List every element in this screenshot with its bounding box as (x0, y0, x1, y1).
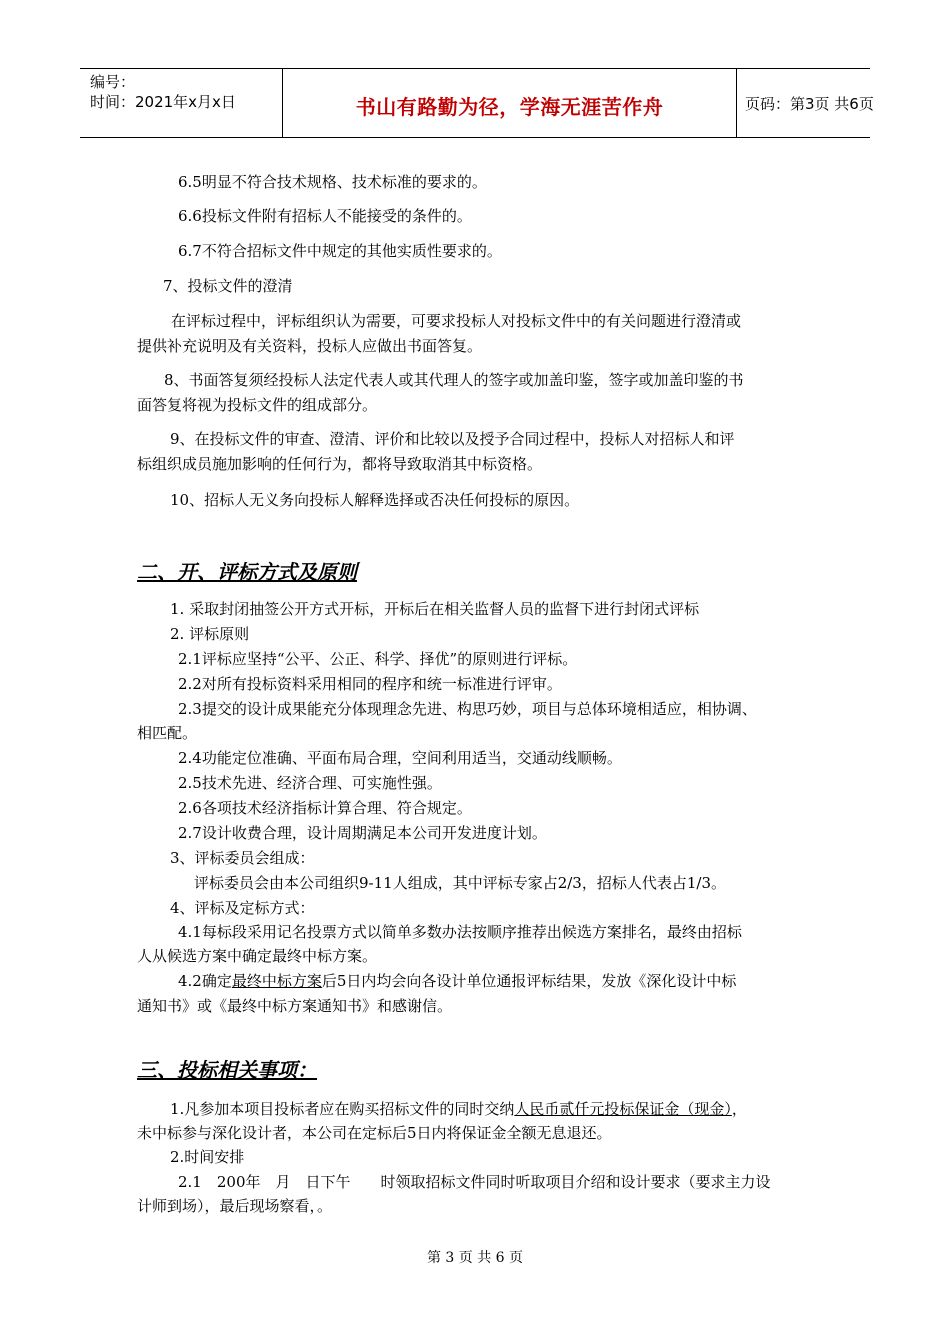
section-2-item-2-3-line-1: 2.3提交的设计成果能充分体现理念先进、构思巧妙，项目与总体环境相适应，相协调、 (178, 700, 757, 718)
clause-8-line-2: 面答复将视为投标文件的组成部分。 (137, 396, 378, 414)
section-3-item-2-1-line-1: 2.1 200年 月 日下午 时领取招标文件同时听取项目介绍和设计要求（要求主力设 (178, 1173, 771, 1191)
section-2-item-2-2: 2.2对所有投标资料采用相同的程序和统一标准进行评审。 (178, 675, 562, 693)
section-2-item-4-1-line-1: 4.1每标段采用记名投票方式以简单多数办法按顺序推荐出候选方案排名，最终由招标 (178, 923, 742, 941)
clause-7-heading: 7、投标文件的澄清 (163, 277, 293, 295)
header-page-cell (736, 69, 874, 137)
document-number: 编号： (90, 73, 136, 91)
item-1-prefix: 1.凡参加本项目投标者应在购买招标文件的同时交纳 (170, 1100, 515, 1118)
section-3-item-2: 2.时间安排 (170, 1148, 245, 1166)
bid-deposit-term: 人民币贰仟元投标保证金（现金） (514, 1100, 732, 1118)
clause-7-body-line-1: 在评标过程中，评标组织认为需要，可要求投标人对投标文件中的有关问题进行澄清或 (171, 312, 742, 330)
clause-7-body-line-2: 提供补充说明及有关资料，投标人应做出书面答复。 (137, 337, 483, 355)
document-date: 时间：2021年x月x日 (90, 93, 236, 111)
section-2-item-4-2-line-2: 通知书》或《最终中标方案通知书》和感谢信。 (137, 997, 453, 1015)
header-meta-cell (80, 69, 282, 137)
section-2-item-3: 3、评标委员会组成： (170, 849, 315, 867)
clause-6-7: 6.7不符合招标文件中规定的其他实质性要求的。 (178, 242, 502, 260)
section-3-heading: 三、投标相关事项： (137, 1058, 317, 1082)
clause-9-line-1: 9、在投标文件的审查、澄清、评价和比较以及授予合同过程中，投标人对招标人和评 (170, 430, 735, 448)
section-2-item-2-1: 2.1评标应坚持“公平、公正、科学、择优”的原则进行评标。 (178, 650, 578, 668)
section-2-item-2-4: 2.4功能定位准确、平面布局合理，空间利用适当，交通动线顺畅。 (178, 749, 622, 767)
item-4-2-prefix: 4.2确定 (178, 972, 232, 990)
section-2-item-2-3-line-2: 相匹配。 (137, 724, 198, 742)
section-3-item-1-line-1 (170, 1099, 747, 1119)
section-2-item-1: 1. 采取封闭抽签公开方式开标，开标后在相关监督人员的监督下进行封闭式评标 (170, 600, 700, 618)
header-page-number: 页码：第3页 共6页 (745, 95, 874, 113)
item-4-2-suffix: 后5日内均会向各设计单位通报评标结果，发放《深化设计中标 (321, 972, 737, 990)
section-2-item-4-2-line-1 (178, 971, 736, 991)
section-2-item-4: 4、评标及定标方式： (170, 899, 315, 917)
header-motto: 书山有路勤为径，学海无涯苦作舟 (355, 95, 664, 119)
final-winning-scheme-term: 最终中标方案 (231, 972, 322, 990)
page-header (80, 68, 874, 138)
section-3-item-1-line-2: 未中标参与深化设计者，本公司在定标后5日内将保证金全额无息退还。 (137, 1124, 612, 1142)
clause-6-5: 6.5明显不符合技术规格、技术标准的要求的。 (178, 173, 487, 191)
header-motto-cell (282, 69, 737, 137)
clause-6-6: 6.6投标文件附有招标人不能接受的条件的。 (178, 207, 472, 225)
page-footer: 第 3 页 共 6 页 (426, 1250, 524, 1266)
clause-10: 10、招标人无义务向投标人解释选择或否决任何投标的原因。 (170, 491, 580, 509)
section-2-item-2-6: 2.6各项技术经济指标计算合理、符合规定。 (178, 799, 472, 817)
clause-9-line-2: 标组织成员施加影响的任何行为，都将导致取消其中标资格。 (137, 455, 543, 473)
section-2-item-2: 2. 评标原则 (170, 625, 250, 643)
section-2-item-4-1-line-2: 人从候选方案中确定最终中标方案。 (137, 947, 378, 965)
item-1-suffix: ， (731, 1100, 747, 1118)
section-2-item-3-body: 评标委员会由本公司组织9-11人组成，其中评标专家占2/3，招标人代表占1/3。 (194, 874, 726, 892)
section-3-item-2-1-line-2: 计师到场），最后现场察看，。 (137, 1197, 333, 1215)
section-2-item-2-7: 2.7设计收费合理，设计周期满足本公司开发进度计划。 (178, 824, 547, 842)
clause-8-line-1: 8、书面答复须经投标人法定代表人或其代理人的签字或加盖印鉴，签字或加盖印鉴的书 (164, 371, 744, 389)
section-2-heading: 二、开、评标方式及原则 (137, 560, 357, 584)
section-2-item-2-5: 2.5技术先进、经济合理、可实施性强。 (178, 774, 442, 792)
